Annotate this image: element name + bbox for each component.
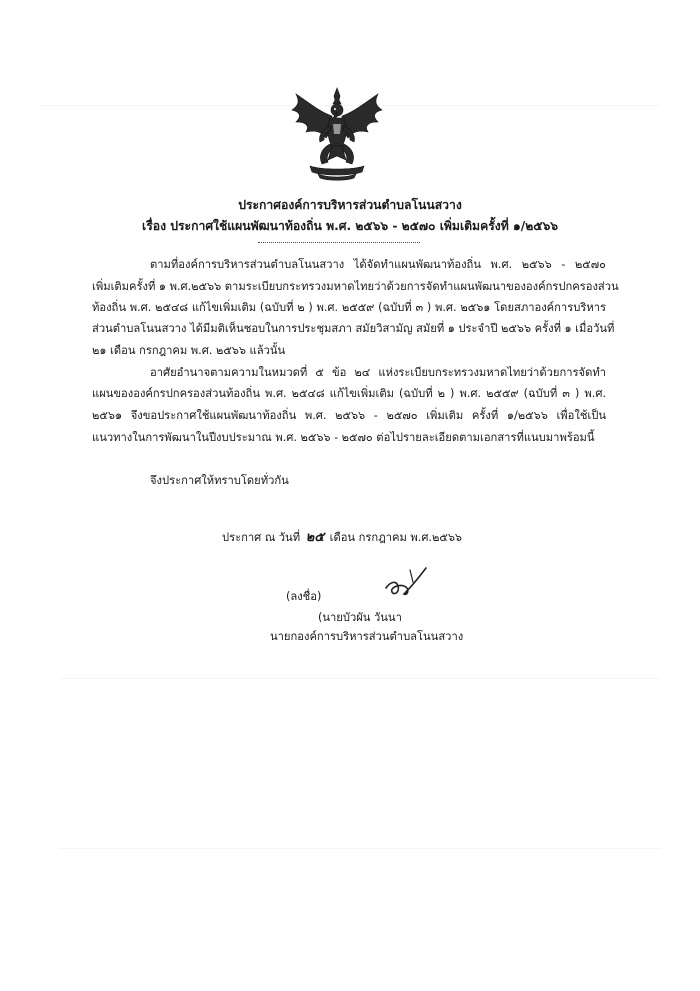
- signatory-name: (นายบัวผัน วันนา: [318, 611, 402, 624]
- garuda-emblem-icon: [288, 86, 386, 182]
- paragraph-2-line-2: แผนขององค์กรปกครองส่วนท้องถิ่น พ.ศ. ๒๕๔๘ แก้ไขเพิ่มเติม (ฉบับที่ ๒ ) พ.ศ. ๒๕๕๙ (ฉบับที่ ๓ ) พ.ศ.: [92, 387, 606, 400]
- paragraph-1-line-1: ตามที่องค์การบริหารส่วนตำบลโนนสวาง ได้จัดทำแผนพัฒนาท้องถิ่น พ.ศ. ๒๕๖๖ - ๒๕๗๐: [150, 258, 606, 271]
- paragraph-1-line-2: เพิ่มเติมครั้งที่ ๑ พ.ศ.๒๕๖๖ ตามระเบียบกระทรวงมหาดไทยว่าด้วยการจัดทำแผนพัฒนาขององค์กรปกครองส่วน: [92, 280, 619, 293]
- paragraph-1-line-5: ๒๑ เดือน กรกฎาคม พ.ศ. ๒๕๖๖ แล้วนั้น: [92, 344, 286, 357]
- scan-artifact: [60, 848, 660, 849]
- announce-date-prefix: ประกาศ ณ วันที่: [222, 531, 301, 544]
- scan-artifact: [60, 678, 660, 679]
- handwritten-signature: [380, 562, 430, 602]
- announce-date: [222, 531, 462, 545]
- paragraph-1-line-3: ท้องถิ่น พ.ศ. ๒๕๔๘ แก้ไขเพิ่มเติม (ฉบับที่ ๒ ) พ.ศ. ๒๕๕๙ (ฉบับที่ ๓ ) พ.ศ. ๒๕๖๑ โดยสภาองค์การบริหาร: [92, 301, 606, 314]
- paragraph-2-line-1: อาศัยอำนาจตามความในหมวดที่ ๕ ข้อ ๒๔ แห่งระเบียบกระทรวงมหาดไทยว่าด้วยการจัดทำ: [150, 366, 606, 379]
- announce-date-suffix: เดือน กรกฎาคม พ.ศ.๒๕๖๖: [329, 531, 463, 544]
- announcement-notice: จึงประกาศให้ทราบโดยทั่วกัน: [150, 474, 289, 487]
- paragraph-2-line-4: แนวทางในการพัฒนาในปีงบประมาณ พ.ศ. ๒๕๖๖ - ๒๕๗๐ ต่อไปรายละเอียดตามเอกสารที่แนบมาพร้อมนี้: [92, 431, 595, 444]
- paragraph-1-line-4: ส่วนตำบลโนนสวาง ได้มีมติเห็นชอบในการประชุมสภา สมัยวิสามัญ สมัยที่ ๑ ประจำปี ๒๕๖๖ ครั้งที่ ๑ เมื่อวันที่: [92, 322, 615, 335]
- signatory-position: นายกองค์การบริหารส่วนตำบลโนนสวาง: [270, 630, 464, 643]
- heading-divider: [258, 242, 420, 243]
- paragraph-2-line-3: ๒๕๖๑ จึงขอประกาศใช้แผนพัฒนาท้องถิ่น พ.ศ. ๒๕๖๖ - ๒๕๗๐ เพิ่มเติม ครั้งที่ ๑/๒๕๖๖ เพื่อใช้เป็น: [92, 409, 606, 422]
- document-subject: เรื่อง ประกาศใช้แผนพัฒนาท้องถิ่น พ.ศ. ๒๕๖๖ - ๒๕๗๐ เพิ่มเติมครั้งที่ ๑/๒๕๖๖: [142, 219, 558, 233]
- signed-label: (ลงชื่อ): [286, 590, 322, 603]
- document-title: ประกาศองค์การบริหารส่วนตำบลโนนสวาง: [238, 198, 462, 212]
- announce-date-day: ๒๕: [305, 530, 325, 545]
